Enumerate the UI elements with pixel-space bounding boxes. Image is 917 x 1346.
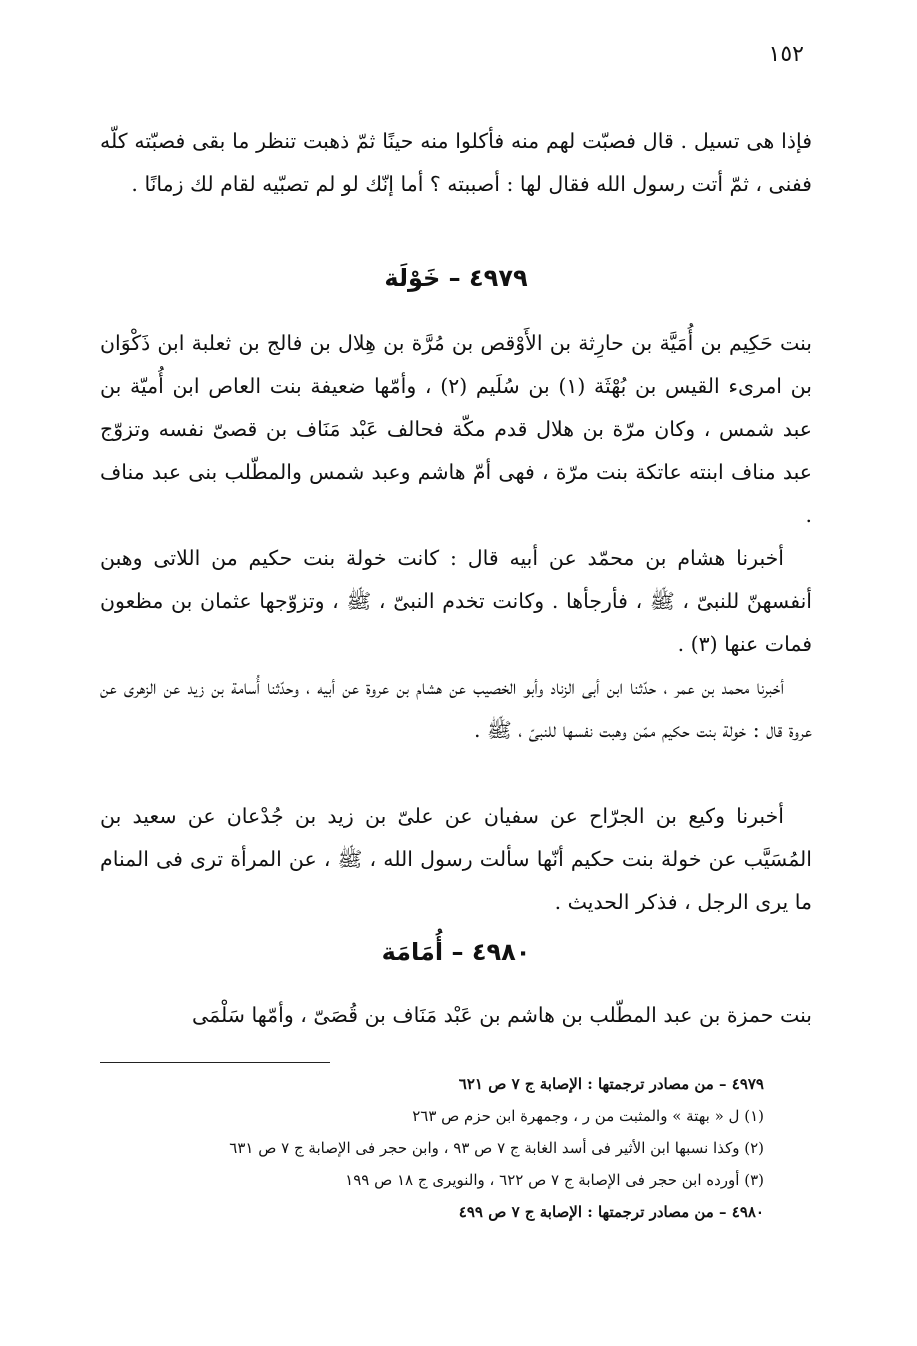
- footnote-1: (١) ل « بهتة » والمثبت من ر ، وجمهرة ابن حزم ص ٢٦٣: [412, 1107, 764, 1125]
- footnote-2: (٢) وكذا نسبها ابن الأثير فى أسد الغابة ج ٧ ص ٩٣ ، وابن حجر فى الإصابة ج ٧ ص ٦٣١: [229, 1139, 764, 1157]
- paragraph-continuation: فإذا هى تسيل . قال فصبّت لهم منه فأكلوا منه حينًا ثمّ ذهبت تنظر ما بقى فصبّته كلّه ففنى ، ثمّ أتت رسول الله فقال لها : أصببته ؟ أما إنّك لو لم تصبّيه لقام لك زمانًا .: [100, 129, 812, 196]
- footnote-3: (٣) أورده ابن حجر فى الإصابة ج ٧ ص ٦٢٢ ، والنويرى ج ١٨ ص ١٩٩: [345, 1171, 764, 1189]
- entry-heading-4979: ٤٩٧٩ – خَوْلَة: [384, 264, 528, 292]
- paragraph-lineage: بنت حَكِيم بن أُمَيَّة بن حارِثة بن الأَوْقص بن مُرَّة بن هِلال بن فالج بن ثعلبة ابن ذَكْوَان بن امرىء القيس بن بُهْثَة (١) بن سُلَيم (٢) ، وأمّها ضعيفة بنت العاص ابن أُميّة بن عبد شمس ، وكان مرّة بن هلال قدم مكّة فحالف عَبْد مَنَاف بن قصىّ نفسه وتزوّج عبد مناف ابنته عاتكة بنت مرّة ، فهى أمّ هاشم وعبد شمس والمطّلب بنى عبد مناف .: [100, 331, 812, 527]
- book-page: [100, 0, 812, 1346]
- page-number: ١٥٢: [768, 42, 804, 67]
- footnote-source-4980: ٤٩٨٠ – من مصادر ترجمتها : الإصابة ج ٧ ص ٤٩٩: [458, 1203, 764, 1221]
- footnotes: [64, 1068, 764, 1228]
- paragraph-hadith-3: أخبرنا وكيع بن الجرّاح عن سفيان عن علىّ بن زيد بن جُدْعان عن سعيد بن المُسَيَّب عن خولة بنت حكيم أنّها سألت رسول الله ، ﷺ ، عن المرأة ترى فى المنام ما يرى الرجل ، فذكر الحديث .: [100, 804, 812, 914]
- footnote-source-4979: ٤٩٧٩ – من مصادر ترجمتها : الإصابة ج ٧ ص ٦٢١: [458, 1075, 764, 1093]
- entry-heading-4980: ٤٩٨٠ – أُمَامَة: [381, 938, 531, 966]
- paragraph-hadith-2: أخبرنا محمد بن عمر ، حدّثنا ابن أبى الزناد وأبو الخصيب عن هشام بن عروة عن أبيه ، وحدّثنا أُسامة بن زيد عن الزهرى عن عروة قال : خولة بنت حكيم ممّن وهبت نفسها للنبىّ ، ﷺ .: [100, 675, 812, 742]
- footnote-divider: [100, 1062, 330, 1063]
- paragraph-lineage-2: بنت حمزة بن عبد المطّلب بن هاشم بن عَبْد مَنَاف بن قُصَىّ ، وأمّها سَلْمَى: [192, 1003, 812, 1027]
- paragraph-hadith-1: أخبرنا هشام بن محمّد عن أبيه قال : كانت خولة بنت حكيم من اللاتى وهبن أنفسهنّ للنبىّ ، ﷺ ، فأرجأها . وكانت تخدم النبىّ ، ﷺ ، وتزوّجها عثمان بن مظعون فمات عنها (٣) .: [100, 546, 812, 656]
